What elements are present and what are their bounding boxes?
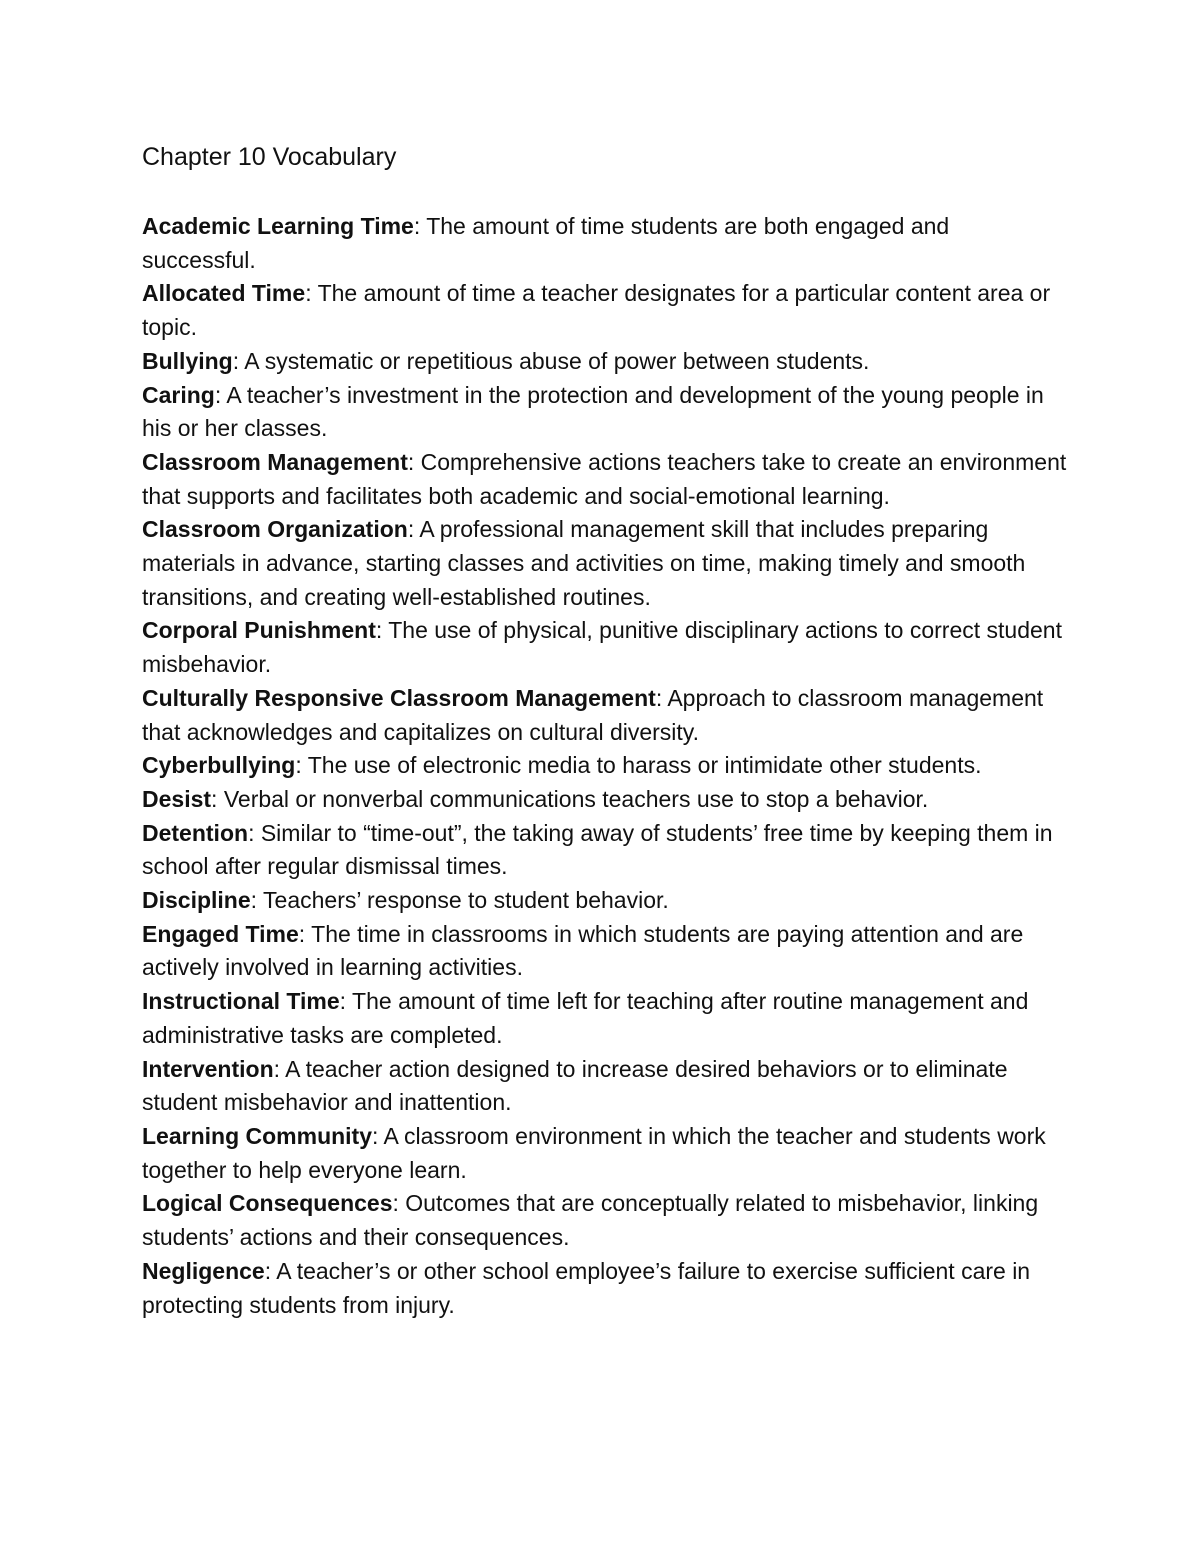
vocabulary-term: Desist xyxy=(142,785,212,812)
vocabulary-definition: Similar to “time-out”, the taking away of students’ free time by keeping them in school after regular dismissal times. xyxy=(142,819,1053,880)
vocabulary-entry: Learning Community: A classroom environment in which the teacher and students work together to help everyone learn. xyxy=(142,1122,1046,1183)
vocabulary-entry: Negligence: A teacher’s or other school employee’s failure to exercise sufficient care in protecting students from injury. xyxy=(142,1257,1031,1318)
vocabulary-entry: Caring: A teacher’s investment in the protection and development of the young people in his or her classes. xyxy=(142,381,1044,442)
vocabulary-term: Instructional Time xyxy=(142,988,340,1015)
vocabulary-term: Corporal Punishment xyxy=(142,617,376,644)
vocabulary-definition: A teacher’s investment in the protection and development of the young people in his or her classes. xyxy=(142,381,1044,442)
vocabulary-term: Intervention xyxy=(142,1055,274,1082)
vocabulary-entry: Instructional Time: The amount of time left for teaching after routine management and administrative tasks are completed. xyxy=(142,988,1029,1048)
vocabulary-definition: Comprehensive actions teachers take to create an environment that supports and facilitates both academic and social-emotional learning. xyxy=(142,448,1067,509)
vocabulary-term: Engaged Time xyxy=(142,920,299,947)
page-title: Chapter 10 Vocabulary xyxy=(142,143,397,171)
vocabulary-definition: A teacher action designed to increase desired behaviors or to eliminate student misbehavior and inattention. xyxy=(142,1055,1008,1116)
vocabulary-entry: Allocated Time: The amount of time a teacher designates for a particular content area or topic. xyxy=(142,280,1051,341)
vocabulary-term: Classroom Management xyxy=(142,448,408,475)
vocabulary-entry: Corporal Punishment: The use of physical, punitive disciplinary actions to correct student misbehavior. xyxy=(142,617,1062,678)
vocabulary-entry: Culturally Responsive Classroom Management: Approach to classroom management that acknowledges and capitalizes on cultural diversity. xyxy=(142,684,1044,745)
vocabulary-definition: A systematic or repetitious abuse of power between students. xyxy=(244,347,870,374)
vocabulary-term: Classroom Organization xyxy=(142,516,408,543)
vocabulary-entry: Bullying: A systematic or repetitious abuse of power between students. xyxy=(142,347,870,374)
vocabulary-entry: Logical Consequences: Outcomes that are conceptually related to misbehavior, linking students’ actions and their consequences. xyxy=(142,1190,1039,1251)
vocabulary-definition: Teachers’ response to student behavior. xyxy=(263,887,669,914)
vocabulary-term: Allocated Time xyxy=(142,280,306,307)
vocabulary-definition: The amount of time left for teaching after routine management and administrative tasks are completed. xyxy=(142,988,1029,1048)
vocabulary-definition: Outcomes that are conceptually related to misbehavior, linking students’ actions and their consequences. xyxy=(142,1190,1039,1251)
vocabulary-term: Logical Consequences xyxy=(142,1190,393,1217)
vocabulary-definition: The amount of time a teacher designates for a particular content area or topic. xyxy=(142,280,1051,341)
vocabulary-definition: A teacher’s or other school employee’s failure to exercise sufficient care in protecting students from injury. xyxy=(142,1257,1031,1318)
vocabulary-term: Negligence xyxy=(142,1257,265,1284)
vocabulary-entry: Discipline: Teachers’ response to student behavior. xyxy=(142,887,669,914)
vocabulary-definition: The time in classrooms in which students are paying attention and are actively involved in learning activities. xyxy=(142,920,1024,981)
vocabulary-entry: Engaged Time: The time in classrooms in which students are paying attention and are actively involved in learning activities. xyxy=(142,920,1024,981)
vocabulary-entry: Intervention: A teacher action designed to increase desired behaviors or to eliminate student misbehavior and inattention. xyxy=(142,1055,1008,1116)
vocabulary-definition: Verbal or nonverbal communications teachers use to stop a behavior. xyxy=(223,785,929,812)
vocabulary-definition: The use of physical, punitive disciplinary actions to correct student misbehavior. xyxy=(142,617,1062,678)
vocabulary-definition: A professional management skill that includes preparing materials in advance, starting classes and activities on time, making timely and smooth transitions, and creating well-established routines. xyxy=(142,516,1026,610)
vocabulary-term: Cyberbullying xyxy=(142,752,296,779)
vocabulary-definition: Approach to classroom management that acknowledges and capitalizes on cultural diversity. xyxy=(142,684,1044,745)
vocabulary-term: Detention xyxy=(142,819,249,846)
vocabulary-definition: A classroom environment in which the teacher and students work together to help everyone learn. xyxy=(142,1122,1046,1183)
vocabulary-definition: The use of electronic media to harass or intimidate other students. xyxy=(307,752,982,779)
vocabulary-entry: Classroom Organization: A professional management skill that includes preparing materials in advance, starting classes and activities on time, making timely and smooth transitions, and creating well-established routines. xyxy=(142,516,1026,610)
vocabulary-entry: Detention: Similar to “time-out”, the taking away of students’ free time by keeping them in school after regular dismissal times. xyxy=(142,819,1053,880)
vocabulary-definition: The amount of time students are both engaged and successful. xyxy=(142,213,950,273)
vocabulary-entry: Cyberbullying: The use of electronic media to harass or intimidate other students. xyxy=(142,752,982,779)
vocabulary-entry: Academic Learning Time: The amount of time students are both engaged and successful. xyxy=(142,213,950,273)
vocabulary-term: Discipline xyxy=(142,887,251,914)
vocabulary-list xyxy=(142,210,1067,1322)
vocabulary-term: Academic Learning Time xyxy=(142,213,414,239)
vocabulary-term: Learning Community xyxy=(142,1122,373,1149)
vocabulary-entry: Desist: Verbal or nonverbal communications teachers use to stop a behavior. xyxy=(142,785,929,812)
vocabulary-term: Caring xyxy=(142,381,215,408)
vocabulary-entry: Classroom Management: Comprehensive actions teachers take to create an environment that supports and facilitates both academic and social-emotional learning. xyxy=(142,448,1067,509)
vocabulary-term: Bullying xyxy=(142,347,233,374)
vocabulary-term: Culturally Responsive Classroom Management xyxy=(142,684,656,711)
